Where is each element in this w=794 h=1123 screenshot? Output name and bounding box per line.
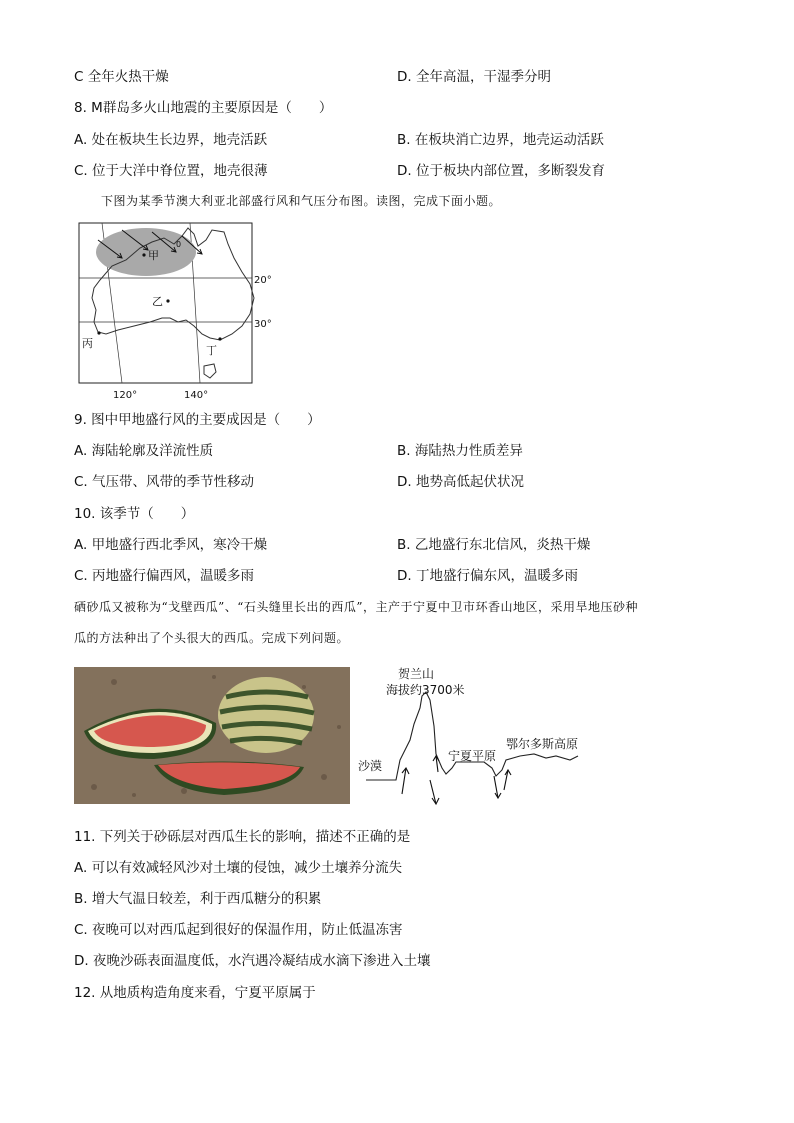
label-ding: 丁: [206, 344, 217, 357]
q9-option-d: D. 地势高低起伏状况: [397, 474, 524, 490]
lat-label-20: 20°: [254, 275, 272, 286]
q9-option-c: C. 气压带、风带的季节性移动: [74, 474, 255, 490]
q8-option-a: A. 处在板块生长边界，地壳活跃: [74, 132, 268, 148]
australia-intro: 下图为某季节澳大利亚北部盛行风和气压分布图。读图，完成下面小题。: [101, 194, 502, 208]
q8-stem: 8. M群岛多火山地震的主要原因是（ ）: [74, 100, 333, 116]
point-ding: [218, 337, 221, 340]
low-pressure-area: [96, 228, 196, 276]
q8-option-d: D. 位于板块内部位置，多断裂发育: [397, 163, 605, 179]
pressure-mark: 0: [176, 240, 182, 249]
melon-intro-line-1: 硒砂瓜又被称为“戈壁西瓜”、“石头缝里长出的西瓜”，主产于宁夏中卫市环香山地区，采用旱地压砂种: [74, 600, 639, 614]
label-altitude: 海拔约3700米: [386, 683, 465, 697]
q8-option-b: B. 在板块消亡边界，地壳运动活跃: [397, 132, 604, 148]
point-jia: [142, 253, 145, 256]
q11-option-b: B. 增大气温日较差，利于西瓜糖分的积累: [74, 891, 322, 907]
q11-option-c: C. 夜晚可以对西瓜起到很好的保温作用，防止低温冻害: [74, 922, 403, 938]
q8-option-c: C. 位于大洋中脊位置，地壳很薄: [74, 163, 268, 179]
q9-option-a: A. 海陆轮廓及洋流性质: [74, 443, 214, 459]
watermelon-photo: [74, 667, 350, 804]
point-yi: [166, 299, 169, 302]
terrain-line: [366, 692, 578, 780]
label-jia: 甲: [148, 249, 159, 262]
q7-option-c: C 全年火热干燥: [74, 69, 169, 85]
q11-stem: 11. 下列关于砂砾层对西瓜生长的影响，描述不正确的是: [74, 829, 411, 845]
label-desert: 沙漠: [358, 759, 383, 773]
label-ningxia-plain: 宁夏平原: [448, 749, 497, 763]
q10-option-b: B. 乙地盛行东北信风，炎热干燥: [397, 537, 591, 553]
melon-intro-line-2: 瓜的方法种出了个头很大的西瓜。完成下列问题。: [74, 631, 350, 645]
q11-option-a: A. 可以有效减轻风沙对土壤的侵蚀，减少土壤养分流失: [74, 860, 403, 876]
q10-option-a: A. 甲地盛行西北季风，寒冷干燥: [74, 537, 268, 553]
label-ordos-plateau: 鄂尔多斯高原: [506, 737, 579, 751]
australia-wind-map: [78, 222, 278, 402]
point-bing: [97, 331, 100, 334]
q7-option-d: D. 全年高温，干湿季分明: [397, 69, 551, 85]
ningxia-terrain-profile: [356, 664, 586, 810]
q9-stem: 9. 图中甲地盛行风的主要成因是（ ）: [74, 412, 321, 428]
label-yi: 乙: [152, 295, 163, 308]
lon-label-140: 140°: [184, 390, 209, 401]
label-helan-mountain: 贺兰山: [398, 667, 435, 681]
lat-label-30: 30°: [254, 319, 272, 330]
q10-option-c: C. 丙地盛行偏西风，温暖多雨: [74, 568, 255, 584]
q10-option-d: D. 丁地盛行偏东风，温暖多雨: [397, 568, 578, 584]
lon-label-120: 120°: [113, 390, 138, 401]
label-bing: 丙: [82, 337, 93, 350]
q11-option-d: D. 夜晚沙砾表面温度低，水汽遇冷凝结成水滴下渗进入土壤: [74, 953, 431, 969]
q12-stem: 12. 从地质构造角度来看，宁夏平原属于: [74, 985, 316, 1001]
q10-stem: 10. 该季节（ ）: [74, 506, 195, 522]
q9-option-b: B. 海陆热力性质差异: [397, 443, 523, 459]
